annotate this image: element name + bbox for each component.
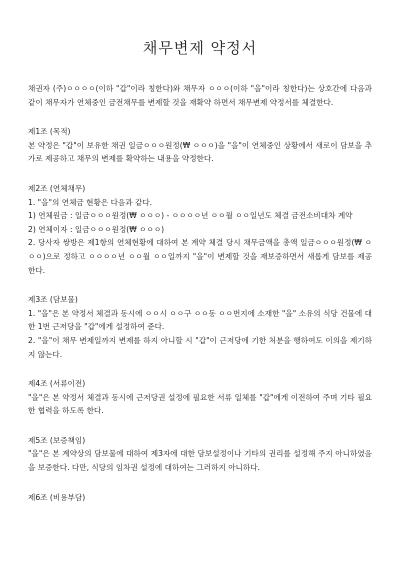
document-title: 채무변제 약정서 xyxy=(142,39,258,57)
article-5 xyxy=(28,434,372,475)
article-text: 1. "을"의 연체금 현황은 다음과 같다. xyxy=(28,197,153,207)
article-text: "을"은 본 계약상의 담보물에 대하여 제3자에 대한 담보설정이나 기타의 권리를 설정해 주지 아니하였음을 보증한다. 다만, 식당의 임차권 설정에 대하여는 그러하지 아니하다. xyxy=(28,449,372,473)
article-heading: 제6조 (비용부담) xyxy=(28,492,86,502)
article-4 xyxy=(28,377,372,418)
article-3 xyxy=(28,293,372,361)
article-heading: 제2조 (연체채무) xyxy=(28,183,86,193)
article-2 xyxy=(28,182,372,277)
article-text: 1. "을"은 본 약정서 체결과 동시에 ㅇㅇ시 ㅇㅇ구 ㅇㅇ동 ㅇㅇ번지에 소재한 "을" 소유의 식당 건물에 대한 1번 근저당을 "갑"에게 설정하여 준다. xyxy=(28,308,372,332)
article-6 xyxy=(28,491,372,505)
article-heading: 제3조 (담보물) xyxy=(28,295,78,305)
article-text: 2. "을"이 채무 변제일까지 변제를 하지 아니할 시 "갑"이 근저당에 기한 처분을 행하여도 이의을 제기하지 않는다. xyxy=(28,335,372,359)
intro-paragraph: 채권자 (주)ㅇㅇㅇㅇ(이하 "갑"이라 칭한다)와 채무자 ㅇㅇㅇ(이하 "을"이라 칭한다)는 상호간에 다음과 같이 채무자가 연체중인 금전채무를 변제할 것을 재확약 하면서 채무변제 약정서를 체결한다. xyxy=(28,84,372,107)
article-heading: 제5조 (보증책임) xyxy=(28,435,86,445)
article-text: 2. 당사자 쌍방은 제1항의 연체현황에 대하여 본 계약 체결 당시 채무금액을 총액 일금ㅇㅇㅇ원정(₩ ㅇㅇㅇ)으로 정하고 ㅇㅇㅇㅇ년 ㅇㅇ월 ㅇㅇ일까지 "을"이 변제할 것을 재보증하면서 새롭게 담보를 제공한다. xyxy=(28,238,372,275)
article-heading: 제1조 (목적) xyxy=(28,127,71,137)
article-text: 1) 연체원금 : 일금ㅇㅇㅇ원정(₩ ㅇㅇㅇ) - ㅇㅇㅇㅇ년 ㅇㅇ월 ㅇㅇ일년도 체결 금전소비대차 계약 xyxy=(28,211,353,221)
article-1 xyxy=(28,125,372,166)
article-text: 본 약정은 "갑"이 보유한 채권 일금ㅇㅇㅇ원정(₩ ㅇㅇㅇ)을 "을"이 연체중인 상황에서 새로이 담보을 추가로 제공하고 채무의 변제를 확약하는 내용을 약정한다. xyxy=(28,140,372,164)
article-text: "을"은 본 약정서 체결과 동시에 근저당권 설정에 필요한 서류 일체를 "갑"에게 이전하여 주며 기타 필요한 협력을 하도록 한다. xyxy=(28,392,372,416)
article-heading: 제4조 (서류이전) xyxy=(28,379,86,389)
article-text: 2) 연체이자 : 일금ㅇㅇㅇ원정(₩ ㅇㅇㅇ) xyxy=(28,224,165,234)
